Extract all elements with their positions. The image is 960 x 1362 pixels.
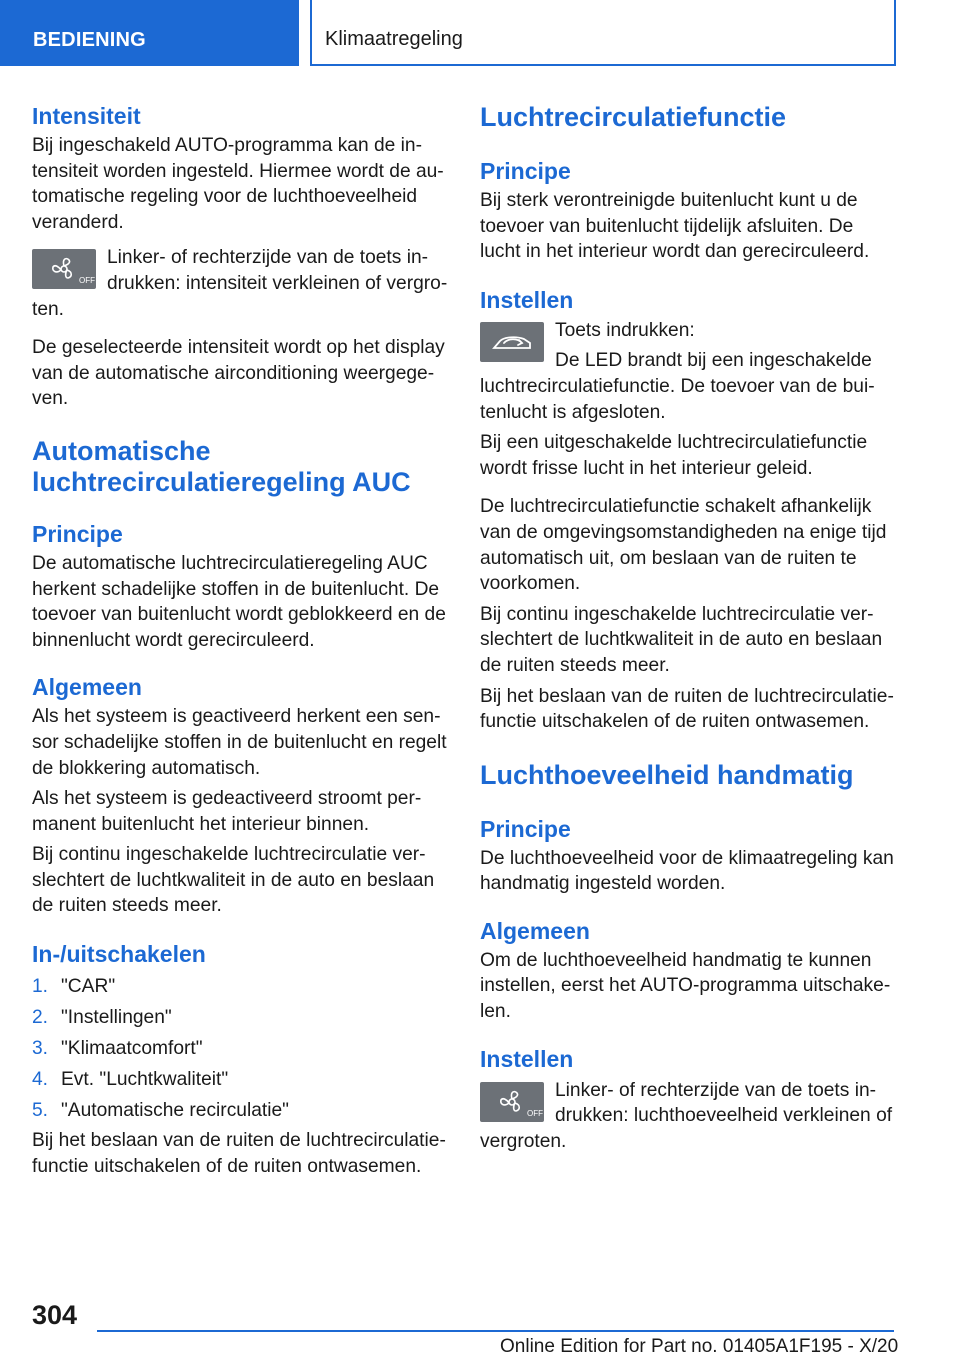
fan-off-icon <box>32 249 96 289</box>
heading-lrf-principe: Principe <box>480 158 571 184</box>
heading-lhh-instellen: Instellen <box>480 1045 574 1072</box>
paragraph-auc-algemeen-3: Bij continu ingeschakelde luchtrecirculatie verslechtert de luchtkwaliteit in de auto en beslaan de ruiten steeds meer. <box>32 844 435 917</box>
paragraph-lrf-auto-off: De luchtrecirculatiefunctie schakelt afhankelijk van de omgevingsomstandigheden na enige tijd automatisch uit, om beslaan van de ruiten te voorkomen. <box>480 496 887 595</box>
heading-luchtrecirculatiefunctie: Luchtrecirculatiefunctie <box>480 102 787 132</box>
heading-lhh-algemeen: Algemeen <box>480 917 590 944</box>
intensiteit-instruction-block <box>32 245 450 322</box>
paragraph-lhh-algemeen: Om de luchthoeveelheid handmatig te kunnen instellen, eerst het AUTO-programma uitschakelen. <box>480 949 891 1023</box>
paragraph-intensiteit-display: De geselecteerde intensiteit wordt op het display van de automatische airconditioning weergegeven. <box>32 337 445 410</box>
section-tab <box>0 0 299 66</box>
paragraph-lrf-led: De LED brandt bij een ingeschakelde luchtrecirculatiefunctie. De toevoer van de buitenlucht is afgesloten. <box>480 350 875 423</box>
footer-edition: Online Edition for Part no. 01405A1F195 - X/20 <box>500 1336 899 1357</box>
paragraph-auc-algemeen-2: Als het systeem is gedeactiveerd stroomt permanent buitenlucht het interieur binnen. <box>32 788 422 835</box>
steps-list <box>32 971 450 1126</box>
fan-off-text: OFF <box>527 1108 543 1118</box>
list-item <box>32 971 450 1002</box>
page-number: 304 <box>32 1300 78 1330</box>
footer-divider <box>97 1330 894 1332</box>
list-number: 2. <box>32 1007 49 1029</box>
paragraph-intensiteit-instruction: Linker- of rechterzijde van de toets indrukken: intensiteit verkleinen of vergroten. <box>32 247 448 320</box>
lhh-instruction-block <box>480 1078 898 1155</box>
list-number: 4. <box>32 1069 49 1091</box>
heading-auc-principe: Principe <box>32 520 123 547</box>
list-text: "Klimaatcomfort" <box>61 1038 203 1060</box>
heading-lrf-instellen: Instellen <box>480 286 574 313</box>
paragraph-lrf-off: Bij een uitgeschakelde luchtrecirculatiefunctie wordt frisse lucht in het interieur geleid. <box>480 432 868 479</box>
heading-inuitschakelen: In-/uitschakelen <box>32 941 206 968</box>
fan-off-icon <box>480 1082 544 1122</box>
heading-luchthoeveelheid: Luchthoeveelheid handmatig <box>480 759 854 790</box>
paragraph-intensiteit-intro: Bij ingeschakeld AUTO-programma kan de intensiteit worden ingesteld. Hiermee wordt de automatische regeling voor de luchthoeveelheid veranderd. <box>32 135 444 233</box>
chapter-tab <box>310 0 896 66</box>
air-recirculation-icon <box>480 322 544 362</box>
heading-auc-algemeen: Algemeen <box>32 674 142 701</box>
heading-lhh-principe: Principe <box>480 815 571 842</box>
list-number: 3. <box>32 1038 49 1060</box>
paragraph-after-steps: Bij het beslaan van de ruiten de luchtrecirculatiefunctie uitschakelen of de ruiten ontwasemen. <box>32 1130 446 1177</box>
page-header <box>0 0 960 66</box>
list-item <box>32 1064 450 1095</box>
list-number: 1. <box>32 976 49 998</box>
list-item <box>32 1002 450 1033</box>
list-item <box>32 1033 450 1064</box>
paragraph-lhh-principe: De luchthoeveelheid voor de klimaatregeling kan handmatig ingesteld worden. <box>480 847 894 895</box>
section-label: BEDIENING <box>33 29 146 51</box>
list-item <box>32 1095 450 1126</box>
paragraph-lhh-instellen: Linker- of rechterzijde van de toets indrukken: luchthoeveelheid verkleinen of vergroten. <box>480 1079 893 1152</box>
paragraph-auc-principe: De automatische luchtrecirculatieregeling AUC herkent schadelijke stoffen in de buitenlucht. De toevoer van buitenlucht wordt geblokkeerd en de binnenlucht wordt gerecirculeerd. <box>32 552 446 651</box>
list-text: Evt. "Luchtkwaliteit" <box>61 1069 229 1091</box>
heading-intensiteit: Intensiteit <box>32 103 141 129</box>
right-column <box>480 100 898 1154</box>
list-text: "CAR" <box>61 976 116 998</box>
list-text: "Instellingen" <box>61 1007 172 1029</box>
fan-off-text: OFF <box>79 276 95 286</box>
paragraph-auc-algemeen-1: Als het systeem is geactiveerd herkent een sensor schadelijke stoffen in de buitenlucht en regelt de blokkering automatisch. <box>32 706 447 779</box>
heading-auc: Automatische luchtrecirculatieregeling AUC <box>32 435 411 497</box>
list-text: "Automatische recirculatie" <box>61 1100 289 1122</box>
paragraph-lrf-beslaan: Bij het beslaan van de ruiten de luchtrecirculatiefunctie uitschakelen of de ruiten ontwasemen. <box>480 685 894 733</box>
list-number: 5. <box>32 1100 49 1122</box>
paragraph-lrf-press: Toets indrukken: <box>555 319 695 341</box>
paragraph-lrf-continu: Bij continu ingeschakelde luchtrecirculatie verslechtert de luchtkwaliteit in de auto en beslaan de ruiten steeds meer. <box>480 603 883 676</box>
paragraph-lrf-principe: Bij sterk verontreinigde buitenlucht kunt u de toevoer van buitenlucht tijdelijk afsluiten. De lucht in het interieur wordt dan gerecirculeerd. <box>480 190 870 263</box>
lrf-instruction-block <box>480 318 898 425</box>
left-column <box>32 100 450 1179</box>
chapter-label: Klimaatregeling <box>325 28 463 50</box>
